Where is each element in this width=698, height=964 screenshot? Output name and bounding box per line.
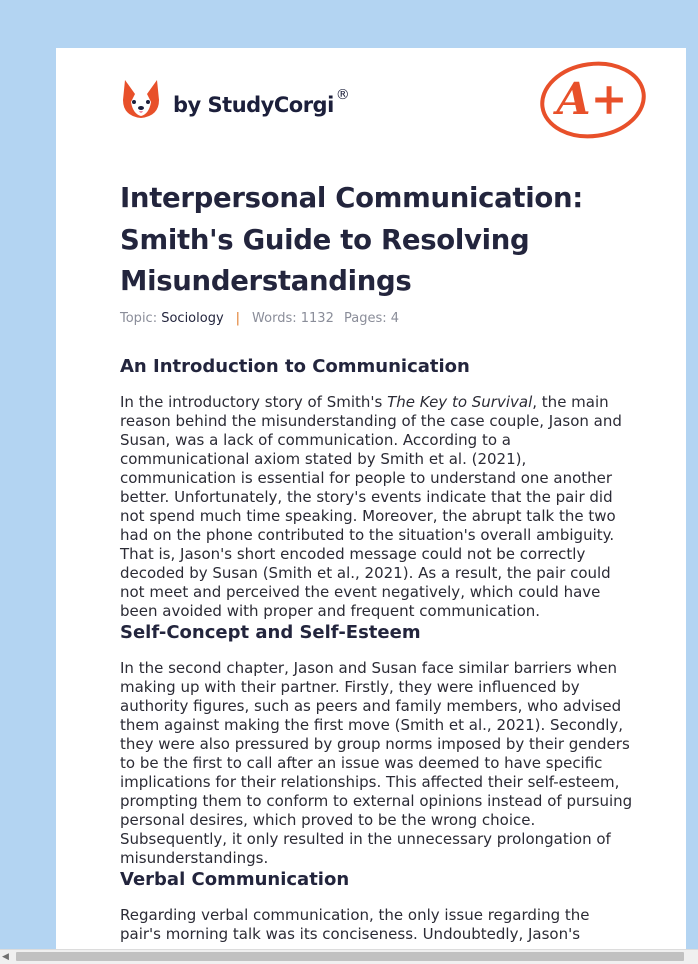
brand-name: by StudyCorgi ® — [173, 87, 350, 117]
registered-mark: ® — [335, 87, 350, 103]
topic-label: Topic: — [120, 311, 158, 326]
grade-text: A+ — [556, 74, 628, 125]
article-body — [120, 353, 634, 944]
section-paragraph: Regarding verbal communication, the only issue regarding the pair's morning talk was its conciseness. Undoubtedly, Jason's — [120, 906, 590, 943]
book-title: The Key to Survival — [387, 393, 533, 411]
studycorgi-logo[interactable] — [121, 76, 349, 124]
scroll-left-arrow-icon[interactable]: ◀ — [2, 952, 9, 962]
scrollbar-thumb[interactable] — [16, 952, 684, 961]
topic-link[interactable]: Sociology — [161, 311, 224, 326]
section-paragraph: In the second chapter, Jason and Susan face similar barriers when making up with their partner. Firstly, they were influenced by authority figures, such as peers and family members, who advised them against making the first move (Smith et al., 2021). Secondly, they were also pressured by group norms imposed by their genders to be the first to call after an issue was deemed to have specific implications for their relationships. This affected their self-esteem, prompting them to conform to external opinions instead of pursuing personal desires, which proved to be the wrong choice. Subsequently, it only resulted in the unnecessary prolongation of misunderstandings. — [120, 659, 633, 867]
section-heading: Verbal Communication — [120, 869, 350, 890]
section-heading: An Introduction to Communication — [120, 356, 470, 377]
section-heading: Self-Concept and Self-Esteem — [120, 622, 421, 643]
horizontal-scrollbar[interactable] — [0, 949, 698, 964]
a-plus-grade-badge — [538, 60, 648, 140]
pages-label: Pages: — [344, 311, 387, 326]
meta-separator: | — [235, 311, 241, 326]
corgi-icon — [121, 78, 161, 122]
page-title: Interpersonal Communication: Smith's Guide to Resolving Misunderstandings — [120, 182, 583, 297]
document-page — [56, 48, 686, 964]
words-count: 1132 — [300, 311, 334, 326]
words-label: Words: — [252, 311, 297, 326]
article-meta — [120, 311, 399, 326]
pages-count: 4 — [390, 311, 400, 326]
section-paragraph: In the introductory story of Smith's The Key to Survival, the main reason behind the misunderstanding of the case couple, Jason and Susan, was a lack of communication. According to a communicational axiom stated by Smith et al. (2021), communication is essential for people to understand one another better. Unfortunately, the story's events indicate that the pair did not spend much time speaking. Moreover, the abrupt talk the two had on the phone contributed to the situation's overall ambiguity. That is, Jason's short encoded message could not be correctly decoded by Susan (Smith et al., 2021). As a result, the pair could not meet and perceived the event negatively, which could have been avoided with proper and frequent communication. — [120, 393, 622, 620]
